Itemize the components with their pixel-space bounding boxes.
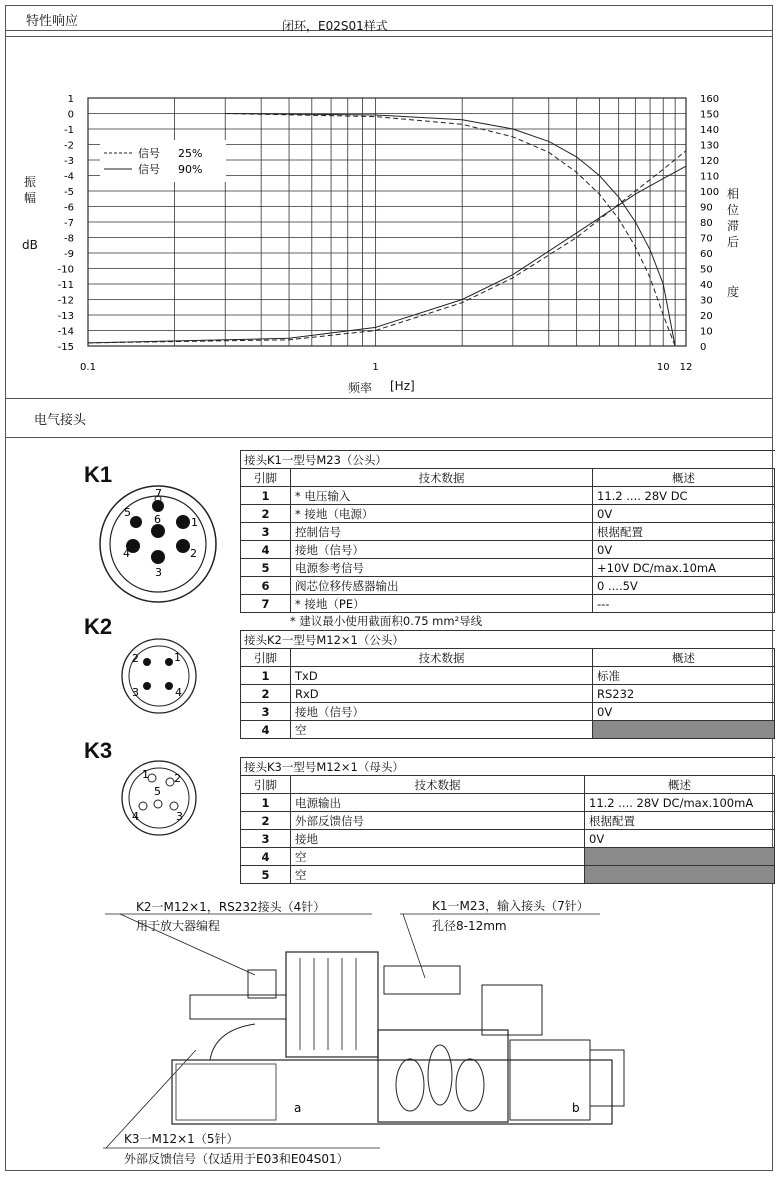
y-right-tick-label: 100 <box>700 187 720 198</box>
solenoid-left <box>176 1064 276 1120</box>
y-right-tick-label: 90 <box>700 202 713 214</box>
k3-col-data: 技术数据 <box>291 776 585 794</box>
legend-value-2: 90% <box>178 163 203 176</box>
table-row: 4 空 <box>241 848 775 866</box>
y-left-tick-label: -2 <box>64 140 74 152</box>
x-axis-unit: [Hz] <box>390 379 415 393</box>
table-row: 1 电源输出 11.2 .... 28V DC/max.100mA <box>241 794 775 812</box>
k3-callout-sub: 外部反馈信号（仅适用于E03和E04S01） <box>124 1152 349 1166</box>
y-right-label: 相 <box>727 187 740 201</box>
k1-col-data: 技术数据 <box>291 469 593 487</box>
k2-plug <box>248 970 276 998</box>
k1-pin-label: 1 <box>191 516 198 529</box>
k2-name: K2 <box>84 614 113 639</box>
y-left-tick-label: -10 <box>57 264 74 276</box>
y-left-tick-label: 0 <box>67 109 74 121</box>
y-right-unit: 度 <box>727 285 740 299</box>
table-row: 2 RxD RS232 <box>241 685 775 703</box>
y-right-tick-label: 50 <box>700 264 713 276</box>
y-right-tick-label: 70 <box>700 233 713 245</box>
y-left-tick-label: 1 <box>67 94 74 105</box>
connector-section-title: 电气接头 <box>34 413 87 428</box>
y-right-tick-label: 0 <box>700 342 707 353</box>
y-left-tick-label: -8 <box>64 233 74 245</box>
y-right-tick-label: 60 <box>700 249 713 260</box>
spool-port <box>456 1059 484 1111</box>
x-tick-label: 1 <box>372 362 379 373</box>
k2-pin-label: 4 <box>175 686 182 699</box>
spool-port <box>428 1045 452 1105</box>
y-right-tick-label: 40 <box>700 280 713 291</box>
x-axis-label: 频率 <box>348 381 373 395</box>
y-right-tick-label: 140 <box>700 125 720 136</box>
y-right-label: 位 <box>727 203 740 217</box>
legend-label-1: 信号 <box>138 147 160 160</box>
y-left-label: 振 <box>24 175 37 189</box>
y-right-tick-label: 110 <box>700 171 720 183</box>
y-left-tick-label: -14 <box>57 326 74 338</box>
spool-port <box>396 1059 424 1111</box>
valve-right-cap <box>590 1050 624 1106</box>
k3-cable <box>210 1024 255 1060</box>
k1-col-pin: 引脚 <box>241 469 291 487</box>
k1-col-desc: 概述 <box>593 469 775 487</box>
table-row: 4 空 <box>241 721 775 739</box>
y-left-tick-label: -1 <box>64 125 74 136</box>
freq-section-subtitle: 闭环，E02S01样式 <box>282 19 388 33</box>
k3-col-pin: 引脚 <box>241 776 291 794</box>
k1-pin-label: 5 <box>124 506 131 519</box>
k1-name: K1 <box>84 462 113 487</box>
table-row: 2 * 接地（电源） 0V <box>241 505 775 523</box>
k1-callout-label: K1一M23，输入接头（7针） <box>432 899 589 913</box>
y-left-tick-label: -12 <box>57 295 74 307</box>
k3-pin-label: 1 <box>142 768 149 781</box>
freq-section-title: 特性响应 <box>26 14 79 29</box>
y-left-tick-label: -13 <box>57 311 74 322</box>
k2-pin-label: 2 <box>132 652 139 665</box>
y-left-tick-label: -7 <box>64 218 74 229</box>
k1-pin-label: 7 <box>155 487 162 500</box>
x-tick-label: 10 <box>656 362 670 373</box>
valve-body <box>172 1060 612 1124</box>
side-a-label: a <box>294 1101 302 1115</box>
k3-plug <box>190 995 286 1019</box>
k1-callout-sub: 孔径8-12mm <box>432 919 507 933</box>
k1-pin-label: 3 <box>155 566 162 579</box>
y-left-tick-label: -6 <box>64 202 74 214</box>
table-row: 5 空 <box>241 866 775 884</box>
valve-block <box>378 1030 508 1122</box>
table-row: 1 TxD 标准 <box>241 667 775 685</box>
y-right-tick-label: 150 <box>700 109 720 121</box>
k1-pin-label: 6 <box>154 513 161 526</box>
y-right-tick-label: 120 <box>700 156 720 167</box>
y-right-label: 后 <box>727 235 740 249</box>
k2-callout-sub: 用于放大器编程 <box>136 919 221 933</box>
legend-label-2: 信号 <box>138 163 160 176</box>
table-row: 3 接地 0V <box>241 830 775 848</box>
k2-pin-label: 3 <box>132 686 139 699</box>
k2-leader <box>120 914 255 975</box>
table-row: 4 接地（信号） 0V <box>241 541 775 559</box>
k1-note: * 建议最小使用截面积0.75 mm²导线 <box>290 614 483 628</box>
k3-pin-label: 3 <box>176 810 183 823</box>
k3-pin-label: 4 <box>132 810 139 823</box>
y-left-tick-label: -4 <box>64 171 74 183</box>
y-right-tick-label: 20 <box>700 311 713 322</box>
k2-pin-label: 1 <box>174 651 181 664</box>
table-row: 3 接地（信号） 0V <box>241 703 775 721</box>
din-connector <box>482 985 542 1035</box>
k2-col-data: 技术数据 <box>291 649 593 667</box>
k2-col-pin: 引脚 <box>241 649 291 667</box>
table-row: 7 * 接地（PE） --- <box>241 595 775 613</box>
y-left-label: 幅 <box>24 191 37 205</box>
y-right-tick-label: 80 <box>700 218 713 229</box>
y-right-tick-label: 160 <box>700 94 720 105</box>
table-row: 2 外部反馈信号 根据配置 <box>241 812 775 830</box>
k3-leader <box>106 1050 196 1148</box>
k3-callout-label: K3一M12×1（5针） <box>124 1132 239 1146</box>
k2-callout-label: K2一M12×1，RS232接头（4针） <box>136 900 326 914</box>
y-left-tick-label: -9 <box>64 249 74 260</box>
k1-pin-label: 4 <box>123 547 130 560</box>
k2-caption: 接头K2一型号M12×1（公头） <box>241 631 775 649</box>
k3-name: K3 <box>84 738 113 763</box>
y-left-tick-label: -3 <box>64 156 74 167</box>
x-tick-label: 0.1 <box>80 362 96 373</box>
x-tick-label: 12 <box>679 362 693 373</box>
y-left-tick-label: -15 <box>57 342 74 353</box>
legend-value-1: 25% <box>178 147 203 160</box>
y-right-tick-label: 30 <box>700 295 713 307</box>
y-left-unit: dB <box>22 238 38 252</box>
y-right-tick-label: 130 <box>700 140 720 152</box>
y-left-tick-label: -11 <box>57 280 74 291</box>
y-left-tick-label: -5 <box>64 187 74 198</box>
k3-pin-label: 5 <box>154 785 161 798</box>
y-right-tick-label: 10 <box>700 326 713 338</box>
table-row: 3 控制信号 根据配置 <box>241 523 775 541</box>
table-row: 6 阀芯位移传感器输出 0 ....5V <box>241 577 775 595</box>
k1-pin-label: 2 <box>190 547 197 560</box>
k2-col-desc: 概述 <box>593 649 775 667</box>
k1-leader <box>403 914 425 978</box>
k1-caption: 接头K1一型号M23（公头） <box>241 451 775 469</box>
table-row: 1 * 电压输入 11.2 .... 28V DC <box>241 487 775 505</box>
y-right-label: 滞 <box>727 219 740 233</box>
k3-col-desc: 概述 <box>585 776 775 794</box>
table-row: 5 电源参考信号 +10V DC/max.10mA <box>241 559 775 577</box>
k3-caption: 接头K3一型号M12×1（母头） <box>241 758 775 776</box>
k3-pin-label: 2 <box>174 772 181 785</box>
side-b-label: b <box>572 1101 580 1115</box>
